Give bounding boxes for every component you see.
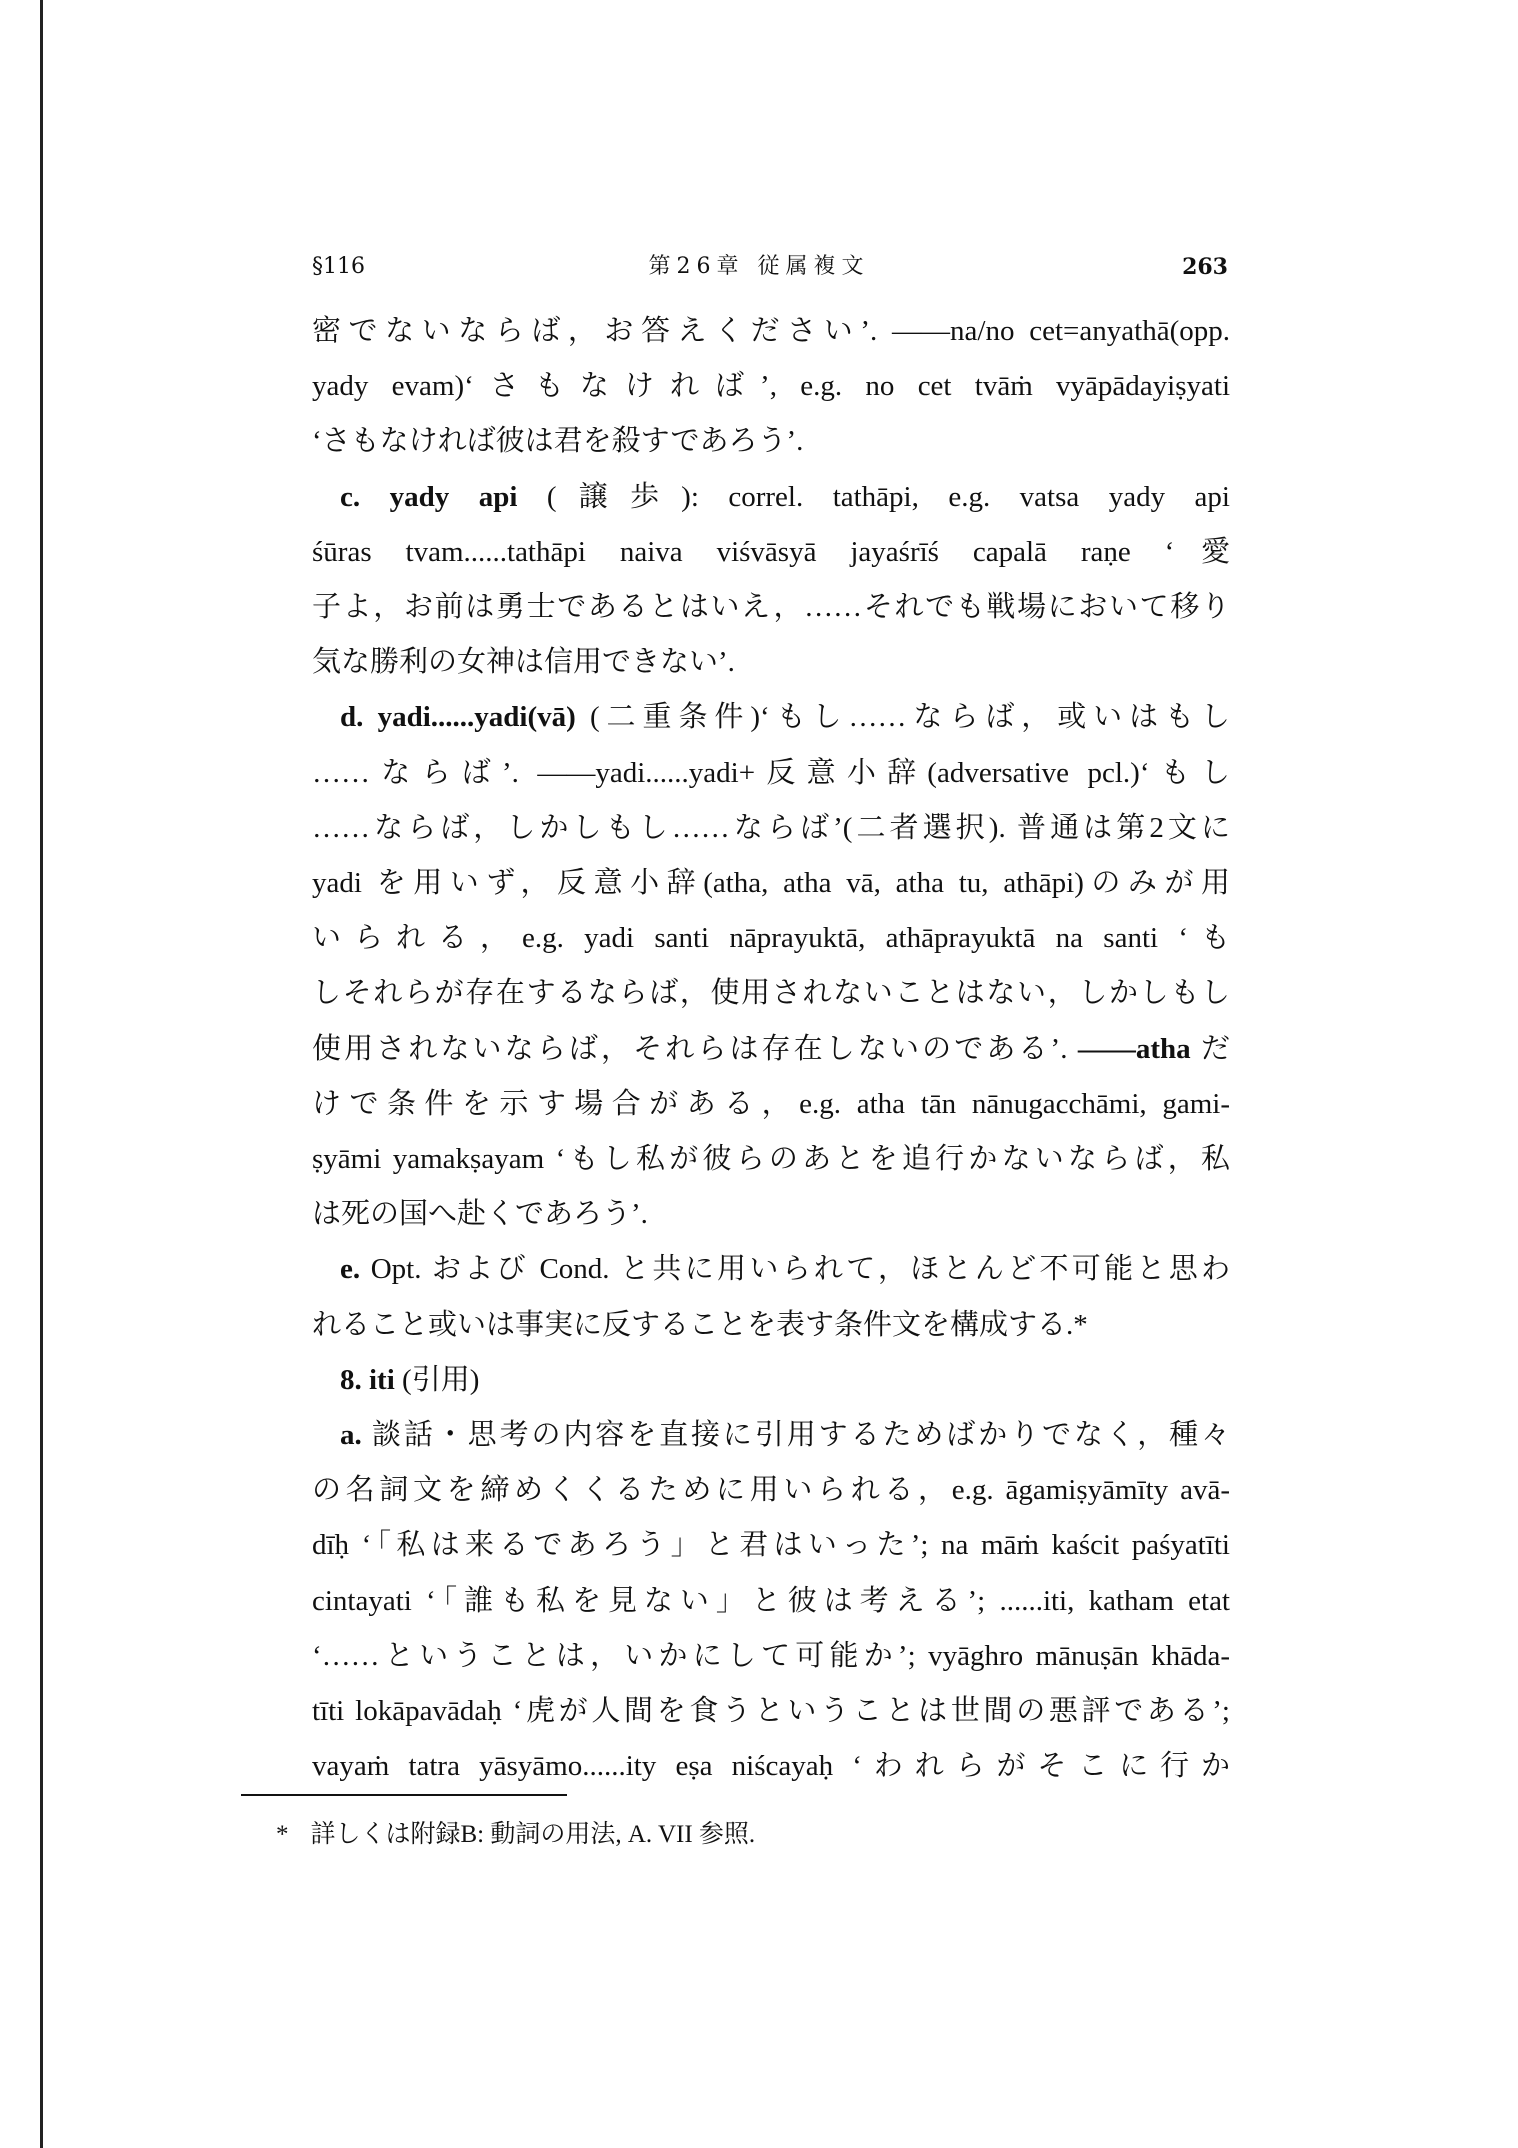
text-line <box>312 311 1230 351</box>
text-line <box>312 1636 1230 1676</box>
text-line <box>312 1470 1230 1510</box>
bold-term: yadi......yadi(vā) <box>377 701 576 734</box>
text-line <box>312 587 1230 627</box>
text-line <box>340 1249 1230 1289</box>
text-line <box>312 532 1230 572</box>
text-segment: (譲歩): correl. tathāpi, e.g. vatsa yady api <box>517 480 1230 513</box>
text-segment: 子よ，お前は勇士であるとはいえ，……それでも戦場において移り <box>312 591 1230 623</box>
text-segment: Opt. および Cond. と共に用いられて，ほとんど不可能と思わ <box>370 1253 1231 1286</box>
bold-term: yady api <box>389 480 518 513</box>
text-line <box>340 1415 1230 1455</box>
text-segment: 使用されないならば，それらは存在しないのである’. <box>312 1032 1078 1065</box>
text-segment: の名詞文を締めくくるために用いられる，e.g. āgamiṣyāmīty avā- <box>312 1474 1230 1507</box>
text-line <box>312 1746 1230 1786</box>
chapter-title: 第26章 従属複文 <box>648 254 870 279</box>
text-line <box>312 1194 1230 1234</box>
footnote <box>276 1818 755 1852</box>
bold-term: c. <box>340 480 390 513</box>
text-line <box>312 1029 1230 1069</box>
text-line <box>312 973 1230 1013</box>
text-segment: (引用) <box>394 1363 480 1396</box>
text-line <box>340 1360 1230 1400</box>
text-line <box>312 1691 1230 1731</box>
text-line <box>312 421 1230 461</box>
text-segment: vayaṁ tatra yāsyāmo......ity eṣa niścayaḥ ‘われらがそこに行か <box>312 1750 1230 1783</box>
text-line <box>312 1525 1230 1565</box>
text-segment: 談話・思考の内容を直接に引用するためばかりでなく，種々 <box>371 1419 1231 1451</box>
text-line <box>312 753 1230 793</box>
text-line <box>312 1581 1230 1621</box>
text-line <box>312 1305 1230 1345</box>
text-segment: ……ならば，しかしもし……ならば’(二者選択). 普通は第2文に <box>312 811 1230 844</box>
text-segment: いられる，e.g. yadi santi nāprayuktā, athāprayuktā na santi ‘も <box>312 922 1230 955</box>
text-segment: tīti lokāpavādaḥ ‘虎が人間を食うということは世間の悪評である’; <box>312 1695 1230 1727</box>
footnote-mark: * <box>276 1821 289 1848</box>
text-segment: 密でないならば，お答えください’. ——na/no cet=anyathā(opp. <box>312 315 1230 347</box>
text-segment: (二重条件)‘もし……ならば，或いはもし <box>575 701 1230 734</box>
text-line <box>312 863 1230 903</box>
text-segment: yady evam)‘さもなければ’, e.g. no cet tvāṁ vyāpādayiṣyati <box>312 370 1230 403</box>
bold-term: ——atha <box>1077 1032 1191 1065</box>
text-segment: cintayati ‘「誰も私を見ない」と彼は考える’; ......iti, katham etat <box>312 1584 1230 1617</box>
text-line <box>312 642 1230 682</box>
text-line <box>312 1139 1230 1179</box>
footnote-text: 詳しくは附録B: 動詞の用法, A. VII 参照. <box>310 1821 756 1848</box>
bold-term: e. <box>340 1253 371 1286</box>
text-segment: だ <box>1190 1032 1230 1065</box>
footnote-rule <box>241 1794 567 1796</box>
text-line <box>312 808 1230 848</box>
text-segment: ṣyāmi yamakṣayam ‘もし私が彼らのあとを追行かないならば，私 <box>312 1143 1230 1175</box>
section-number: §116 <box>312 254 365 279</box>
text-segment: しそれらが存在するならば，使用されないことはない，しかしもし <box>312 977 1230 1010</box>
text-segment: śūras tvam......tathāpi naiva viśvāsyā jayaśrīś capalā raṇe ‘愛 <box>312 535 1230 568</box>
text-segment: けで条件を示す場合がある，e.g. atha tān nānugacchāmi, gami- <box>312 1087 1230 1120</box>
bold-term: a. <box>340 1419 372 1451</box>
page-edge-line <box>40 0 43 2148</box>
text-segment: ‘さもなければ彼は君を殺すであろう’. <box>312 425 804 458</box>
text-segment: れること或いは事実に反することを表す条件文を構成する.* <box>312 1308 1088 1341</box>
text-segment: 気な勝利の女神は信用できない’. <box>312 646 735 679</box>
text-line <box>312 1084 1230 1124</box>
text-line <box>312 918 1230 958</box>
text-line <box>340 477 1230 517</box>
text-line <box>312 366 1230 406</box>
text-segment: ……ならば’. ——yadi......yadi+反意小辞(adversative pcl.)‘もし <box>312 756 1230 789</box>
bold-term: d. <box>340 701 378 734</box>
text-segment: dīḥ ‘「私は来るであろう」と君はいった’; na māṁ kaścit paśyatīti <box>312 1529 1230 1562</box>
text-line <box>340 697 1230 737</box>
text-segment: ‘……ということは，いかにして可能か’; vyāghro mānuṣān khāda- <box>312 1639 1230 1672</box>
bold-term: 8. <box>340 1363 369 1396</box>
text-segment: yadi を用いず，反意小辞(atha, atha vā, atha tu, athāpi)のみが用 <box>312 867 1230 899</box>
text-segment: は死の国へ赴くであろう’. <box>312 1198 648 1231</box>
page-number: 263 <box>1182 254 1228 280</box>
bold-term: iti <box>369 1363 395 1396</box>
